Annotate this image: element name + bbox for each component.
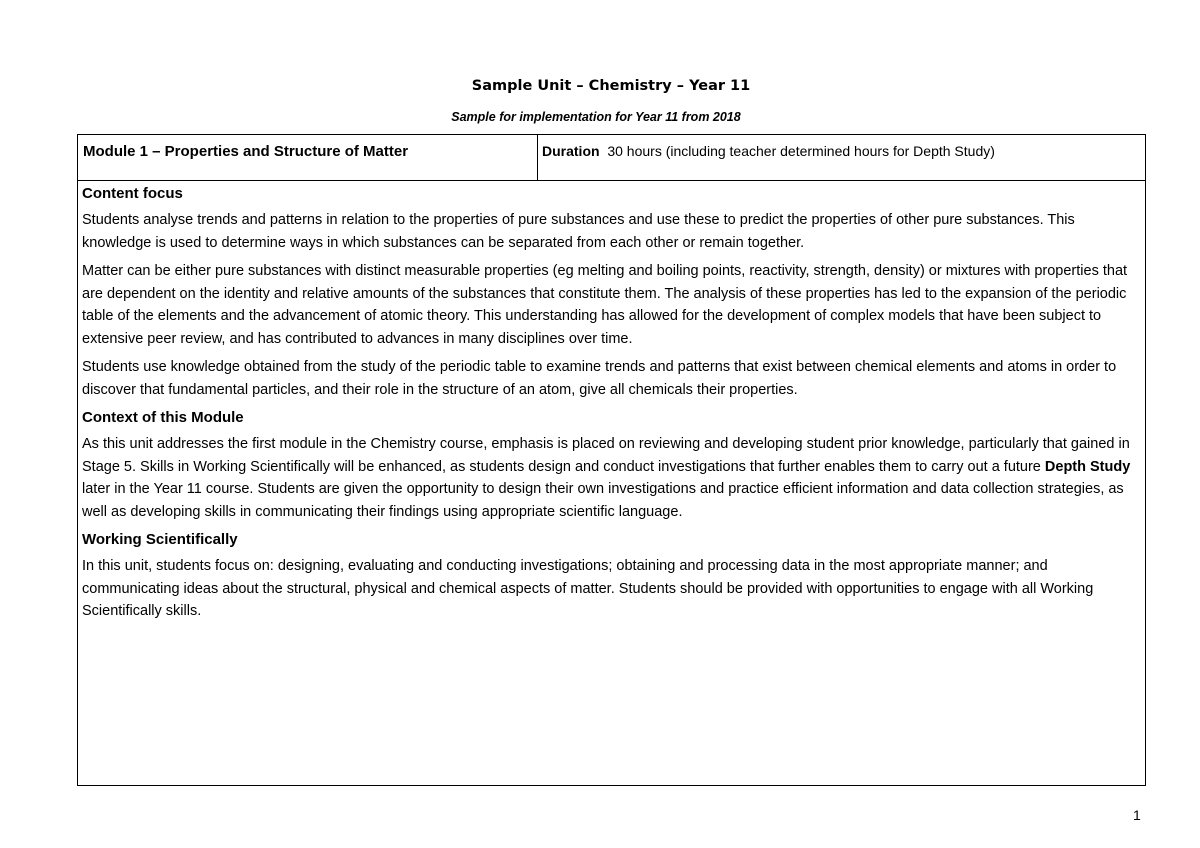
working-scientifically-paragraph: In this unit, students focus on: designing, evaluating and conducting investigations; obtaining and processing data in the most appropriate manner; and communicating ideas about the structural, physical and chemical aspects of matter. Students should be provided with opportunities to engage with all Working Scientifically skills. bbox=[82, 558, 1094, 619]
page-subtitle: Sample for implementation for Year 11 from 2018 bbox=[451, 110, 741, 124]
depth-study-emphasis: Depth Study bbox=[1044, 458, 1131, 475]
context-text-before: As this unit addresses the first module in the Chemistry course, emphasis is placed on reviewing and developing student prior knowledge, particularly that gained in Stage 5. Skills in Working Scientifically will be enhanced, as students design and conduct investigations that further enables them to carry out a future bbox=[82, 436, 1130, 475]
content-focus-heading: Content focus bbox=[82, 185, 183, 202]
page-number: 1 bbox=[1133, 807, 1141, 823]
page-title: Sample Unit – Chemistry – Year 11 bbox=[471, 78, 751, 94]
context-heading: Context of this Module bbox=[82, 409, 244, 426]
module-content bbox=[82, 183, 1140, 629]
duration-value: 30 hours (including teacher determined hours for Depth Study) bbox=[607, 143, 995, 159]
context-text-after: later in the Year 11 course. Students are given the opportunity to design their own investigations and practice efficient information and data collection strategies, as well as developing skills in communicating their findings using appropriate scientific language. bbox=[82, 481, 1124, 520]
module-name-cell bbox=[78, 135, 538, 180]
module-name: Module 1 – Properties and Structure of Matter bbox=[83, 143, 409, 160]
module-table bbox=[77, 134, 1146, 786]
working-scientifically-heading: Working Scientifically bbox=[82, 531, 238, 548]
content-focus-paragraph: Students use knowledge obtained from the study of the periodic table to examine trends and patterns that exist between chemical elements and atoms in order to discover that fundamental particles, and their role in the structure of an atom, give all chemicals their properties. bbox=[82, 359, 1117, 398]
module-header-row bbox=[78, 135, 1145, 181]
content-focus-paragraph: Students analyse trends and patterns in relation to the properties of pure substances and use these to predict the properties of other pure substances. This knowledge is used to determine ways in which substances can be separated from each other or remain together. bbox=[82, 212, 1075, 251]
duration-label: Duration bbox=[542, 143, 600, 159]
context-paragraph bbox=[82, 433, 1140, 523]
duration-cell bbox=[542, 142, 995, 160]
content-focus-paragraph: Matter can be either pure substances with distinct measurable properties (eg melting and boiling points, reactivity, strength, density) or mixtures with properties that are dependent on the identity and relative amounts of the substances that constitute them. The analysis of these properties has led to the expansion of the periodic table of the elements and the advancement of atomic theory. This understanding has allowed for the development of complex models that have been subject to extensive peer review, and has contributed to advances in many disciplines over time. bbox=[82, 263, 1128, 347]
